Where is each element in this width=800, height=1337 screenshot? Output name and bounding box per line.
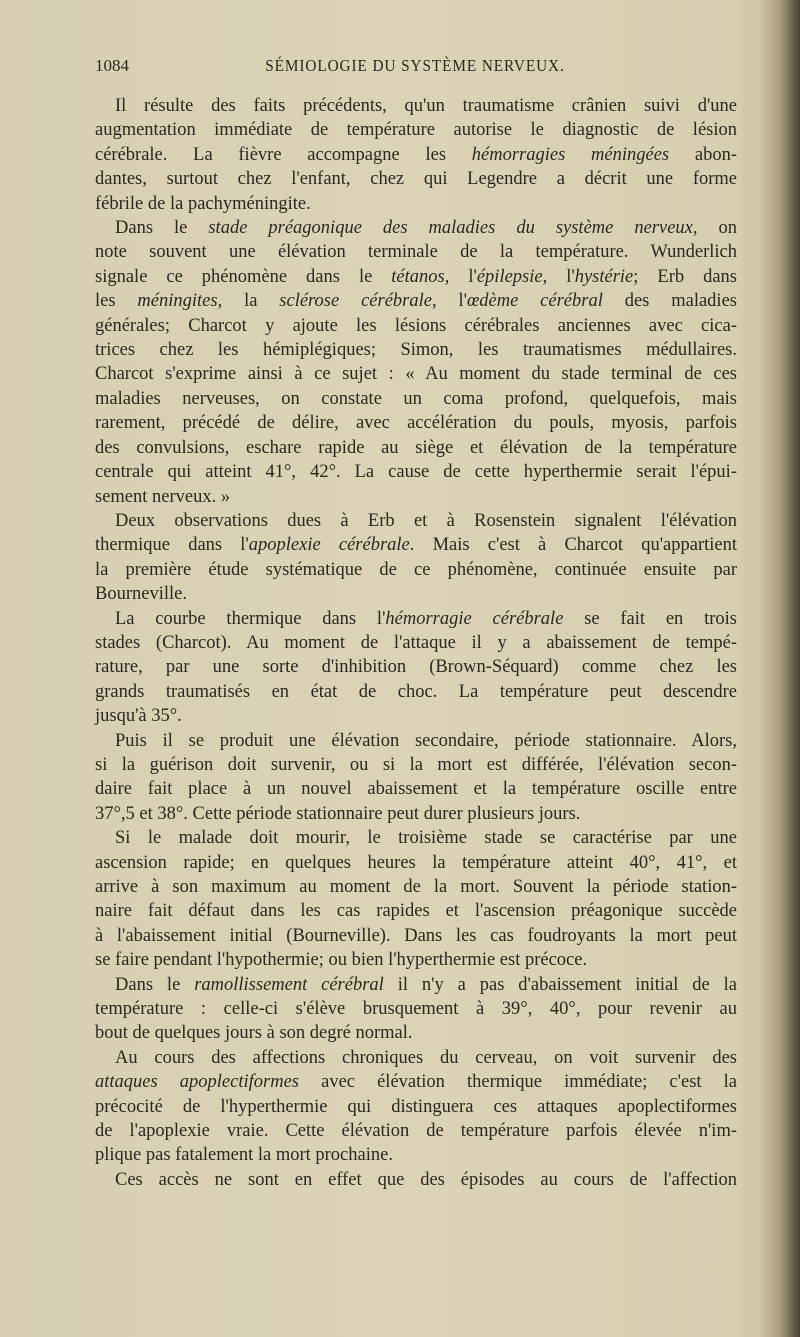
text-line [95, 851, 737, 875]
text-line [95, 753, 737, 777]
text-run: rarement, précédé de délire, avec accélération du pouls, myosis, parfois [95, 413, 737, 434]
text-run: de l'apoplexie vraie. Cette élévation de température parfois élevée n'im- [95, 1121, 737, 1142]
text-line [95, 826, 737, 850]
text-line [95, 460, 737, 484]
paragraph [95, 607, 737, 729]
paragraph [95, 216, 737, 509]
text-line [95, 680, 737, 704]
text-run: thermique dans l' [95, 535, 249, 556]
text-run: Dans le [115, 974, 195, 995]
text-run: bout de quelques jours à son degré normal. [95, 1023, 413, 1044]
text-line [95, 1168, 737, 1192]
page-number: 1084 [95, 56, 129, 75]
text-line [95, 973, 737, 997]
text-line [95, 167, 737, 191]
text-run: avec élévation thermique immédiate; c'est la [299, 1072, 737, 1093]
text-line [95, 802, 737, 826]
paragraph [95, 729, 737, 827]
text-line [95, 655, 737, 679]
italic-term: ramollissement cérébral [194, 974, 384, 995]
text-line [95, 631, 737, 655]
italic-term: épilepsie [476, 266, 543, 287]
paragraph [95, 826, 737, 972]
text-run: des convulsions, eschare rapide au siège et élévation de la température [95, 437, 737, 458]
text-line [95, 1070, 737, 1094]
text-run: 37°,5 et 38°. Cette période stationnaire peut durer plusieurs jours. [95, 803, 581, 824]
text-run: Charcot s'exprime ainsi à ce sujet : « Au moment du stade terminal de ces [95, 364, 737, 385]
text-line [95, 314, 737, 338]
text-run: daire fait place à un nouvel abaissement et la température oscille entre [95, 779, 737, 800]
italic-term: tétanos [391, 266, 445, 287]
text-run: plique pas fatalement la mort prochaine. [95, 1145, 393, 1166]
text-line [95, 533, 737, 557]
text-run: Si le malade doit mourir, le troisième stade se caractérise par une [115, 828, 737, 849]
text-run: Dans le [115, 218, 209, 239]
text-line [95, 240, 737, 264]
text-line [95, 509, 737, 533]
text-line [95, 899, 737, 923]
text-run: Il résulte des faits précédents, qu'un traumatisme crânien suivi d'une [115, 96, 737, 116]
text-run: la première étude systématique de ce phénomène, continuée ensuite par [95, 559, 737, 580]
text-line [95, 1021, 737, 1045]
text-run: Ces accès ne sont en effet que des épisodes au cours de l'affection [115, 1169, 737, 1190]
text-run: rature, par une sorte d'inhibition (Brown-Séquard) comme chez les [95, 657, 737, 678]
text-line [95, 338, 737, 362]
text-line [95, 192, 737, 216]
text-line [95, 485, 737, 509]
text-run: il n'y a pas d'abaissement initial de la [383, 974, 737, 995]
text-line [95, 1119, 737, 1143]
page-header [95, 56, 735, 80]
text-line [95, 118, 737, 142]
text-run: ; Erb dans [633, 266, 737, 287]
text-run: , l' [431, 291, 467, 312]
italic-term: hémorragie cérébrale [385, 608, 564, 629]
text-line [95, 1046, 737, 1070]
text-run: les [95, 291, 138, 312]
text-run: Au cours des affections chroniques du cerveau, on voit survenir des [115, 1047, 737, 1068]
text-run: stades (Charcot). Au moment de l'attaque il y a abaissement de tempé- [95, 632, 737, 653]
text-run: , l' [542, 266, 575, 287]
text-run: se faire pendant l'hypothermie; ou bien l'hyperthermie est précoce. [95, 950, 588, 971]
text-run: sement nerveux. » [95, 486, 231, 507]
text-run: cérébrale. La fièvre accompagne les [95, 144, 472, 165]
text-run: Puis il se produit une élévation secondaire, période stationnaire. Alors, [115, 730, 737, 751]
text-run: température : celle-ci s'élève brusquement à 39°, 40°, pour revenir au [95, 999, 737, 1020]
text-run: signale ce phénomène dans le [95, 266, 392, 287]
italic-term: méningites [137, 291, 218, 312]
text-run: La courbe thermique dans l' [115, 608, 386, 629]
italic-term: stade préagonique des maladies du système nerveux [208, 218, 693, 239]
text-run: générales; Charcot y ajoute les lésions cérébrales anciennes avec cica- [95, 315, 737, 336]
text-line [95, 875, 737, 899]
text-line [95, 362, 737, 386]
text-line [95, 729, 737, 753]
italic-term: attaques apoplectiformes [95, 1072, 299, 1093]
text-run: centrale qui atteint 41°, 42°. La cause de cette hyperthermie serait l'épui- [95, 462, 737, 483]
text-run: arrive à son maximum au moment de la mort. Souvent la période station- [95, 877, 737, 897]
text-line [95, 387, 737, 411]
text-line [95, 997, 737, 1021]
paragraph [95, 94, 737, 216]
text-line [95, 582, 737, 606]
italic-term: apoplexie cérébrale [248, 535, 410, 556]
paragraph [95, 509, 737, 607]
text-run: naire fait défaut dans les cas rapides et l'ascension préagonique succède [95, 901, 737, 922]
text-run: , on [692, 218, 738, 239]
text-run: Bourneville. [95, 584, 187, 605]
running-title: SÉMIOLOGIE DU SYSTÈME NERVEUX. [265, 56, 565, 75]
text-run: , la [217, 291, 280, 312]
text-line [95, 1143, 737, 1167]
text-line [95, 948, 737, 972]
text-run: , l' [444, 266, 477, 287]
text-run: des maladies [602, 291, 737, 312]
text-line [95, 411, 737, 435]
text-line [95, 558, 737, 582]
text-run: note souvent une élévation terminale de la température. Wunderlich [95, 242, 737, 263]
text-line [95, 94, 737, 118]
text-run: abon- [669, 144, 737, 165]
text-line [95, 289, 737, 313]
italic-term: œdème cérébral [466, 291, 603, 312]
text-run: . Mais c'est à Charcot qu'appartient [409, 535, 738, 556]
body-text [95, 94, 737, 1192]
text-line [95, 1095, 737, 1119]
paragraph [95, 1046, 737, 1168]
text-line [95, 777, 737, 801]
paragraph [95, 973, 737, 1046]
text-line [95, 704, 737, 728]
text-run: ascension rapide; en quelques heures la température atteint 40°, 41°, et [95, 852, 737, 873]
text-run: jusqu'à 35°. [95, 706, 182, 727]
text-run: si la guérison doit survenir, ou si la mort est différée, l'élévation secon- [95, 754, 737, 775]
text-run: précocité de l'hyperthermie qui distinguera ces attaques apoplectiformes [95, 1096, 737, 1117]
text-run: fébrile de la pachyméningite. [95, 193, 311, 214]
text-run: trices chez les hémiplégiques; Simon, les traumatismes médullaires. [95, 340, 737, 361]
text-line [95, 607, 737, 631]
text-run: dantes, surtout chez l'enfant, chez qui Legendre a décrit une forme [95, 169, 737, 190]
text-line [95, 924, 737, 948]
text-line [95, 265, 737, 289]
text-line [95, 143, 737, 167]
italic-term: hémorragies méningées [471, 144, 670, 165]
text-run: augmentation immédiate de température autorise le diagnostic de lésion [95, 120, 737, 141]
text-run: à l'abaissement initial (Bourneville). Dans les cas foudroyants la mort peut [95, 925, 737, 946]
text-run: grands traumatisés en état de choc. La température peut descendre [95, 681, 737, 702]
text-run: Deux observations dues à Erb et à Rosenstein signalent l'élévation [115, 510, 737, 531]
italic-term: hystérie [574, 266, 634, 287]
text-run: se fait en trois [563, 608, 737, 629]
text-line [95, 216, 737, 240]
text-line [95, 436, 737, 460]
italic-term: sclérose cérébrale [279, 291, 432, 312]
text-run: maladies nerveuses, on constate un coma profond, quelquefois, mais [95, 388, 737, 409]
paragraph [95, 1168, 737, 1192]
